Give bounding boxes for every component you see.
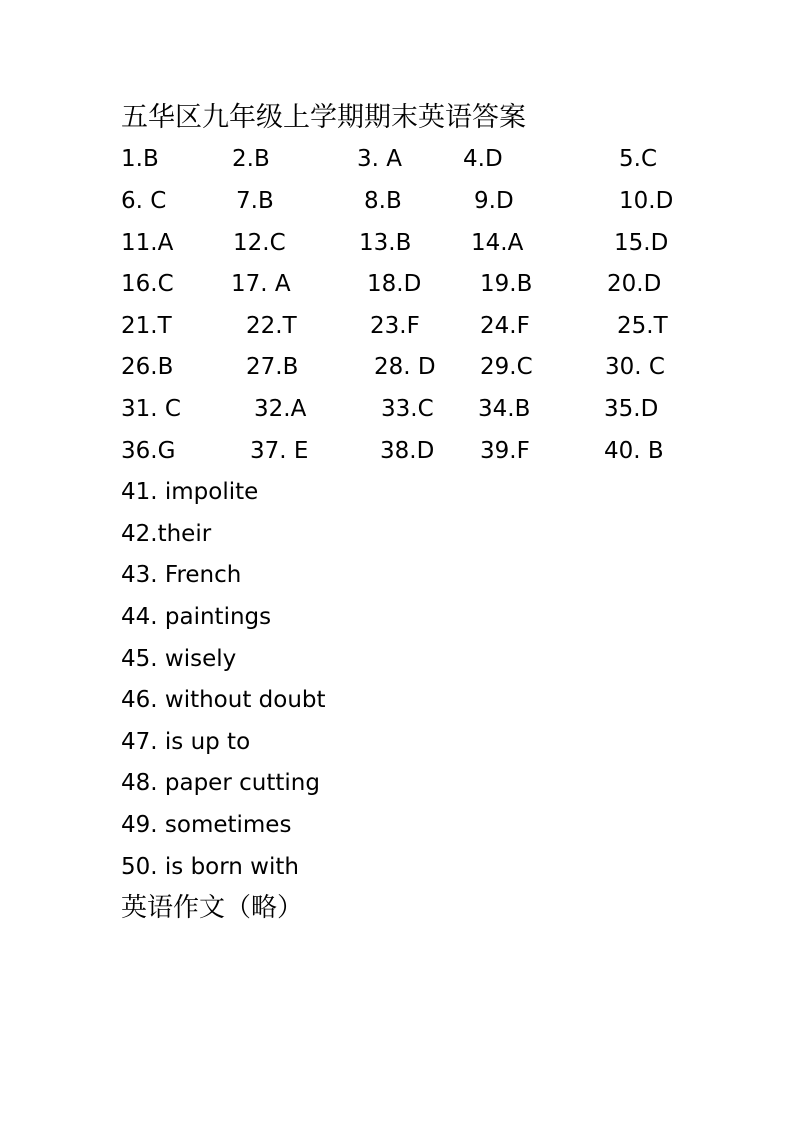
- choice-row: [0, 306, 794, 346]
- answer-item: 7.B: [236, 188, 274, 214]
- answer-item: 9.D: [474, 188, 514, 214]
- choice-row: [0, 431, 794, 471]
- answer-item: 24.F: [480, 313, 530, 339]
- fill-answer: 45. wisely: [121, 646, 237, 672]
- answer-item: 29.C: [480, 354, 533, 380]
- answer-item: 22.T: [246, 313, 297, 339]
- fill-answer: 46. without doubt: [121, 687, 326, 713]
- answer-item: 6. C: [121, 188, 167, 214]
- answer-item: 38.D: [380, 438, 435, 464]
- answer-item: 33.C: [381, 396, 434, 422]
- choice-row: [0, 223, 794, 263]
- fill-answer: 47. is up to: [121, 729, 251, 755]
- answer-item: 25.T: [617, 313, 668, 339]
- answer-item: 15.D: [614, 230, 669, 256]
- answer-item: 36.G: [121, 438, 176, 464]
- choice-row: [0, 389, 794, 429]
- answer-item: 32.A: [254, 396, 307, 422]
- answer-item: 26.B: [121, 354, 174, 380]
- answer-item: 5.C: [619, 146, 658, 172]
- answer-item: 37. E: [250, 438, 309, 464]
- answer-item: 8.B: [364, 188, 402, 214]
- answer-item: 21.T: [121, 313, 172, 339]
- answer-item: 13.B: [359, 230, 412, 256]
- answer-item: 23.F: [370, 313, 420, 339]
- answer-item: 11.A: [121, 230, 174, 256]
- page-title: 五华区九年级上学期期末英语答案: [121, 102, 526, 133]
- answer-item: 30. C: [605, 354, 665, 380]
- answer-item: 28. D: [374, 354, 436, 380]
- answer-item: 4.D: [463, 146, 503, 172]
- answer-item: 17. A: [231, 271, 291, 297]
- choice-row: [0, 181, 794, 221]
- choice-row: [0, 139, 794, 179]
- answer-item: 27.B: [246, 354, 299, 380]
- fill-answer: 43. French: [121, 562, 242, 588]
- essay-note: 英语作文（略）: [121, 893, 304, 923]
- answer-item: 40. B: [604, 438, 664, 464]
- answer-item: 10.D: [619, 188, 674, 214]
- answer-item: 35.D: [604, 396, 659, 422]
- answer-item: 20.D: [607, 271, 662, 297]
- answer-item: 12.C: [233, 230, 286, 256]
- fill-answer: 48. paper cutting: [121, 770, 320, 796]
- answer-item: 34.B: [478, 396, 531, 422]
- answer-item: 3. A: [357, 146, 402, 172]
- fill-answer: 44. paintings: [121, 604, 272, 630]
- answer-item: 18.D: [367, 271, 422, 297]
- answer-item: 1.B: [121, 146, 159, 172]
- answer-item: 16.C: [121, 271, 174, 297]
- answer-item: 14.A: [471, 230, 524, 256]
- answer-item: 2.B: [232, 146, 270, 172]
- fill-answer: 50. is born with: [121, 854, 299, 880]
- fill-answer: 42.their: [121, 521, 212, 547]
- answer-item: 19.B: [480, 271, 533, 297]
- fill-answer: 41. impolite: [121, 479, 259, 505]
- fill-answer: 49. sometimes: [121, 812, 292, 838]
- choice-row: [0, 264, 794, 304]
- answer-item: 31. C: [121, 396, 181, 422]
- choice-row: [0, 347, 794, 387]
- answer-item: 39.F: [480, 438, 530, 464]
